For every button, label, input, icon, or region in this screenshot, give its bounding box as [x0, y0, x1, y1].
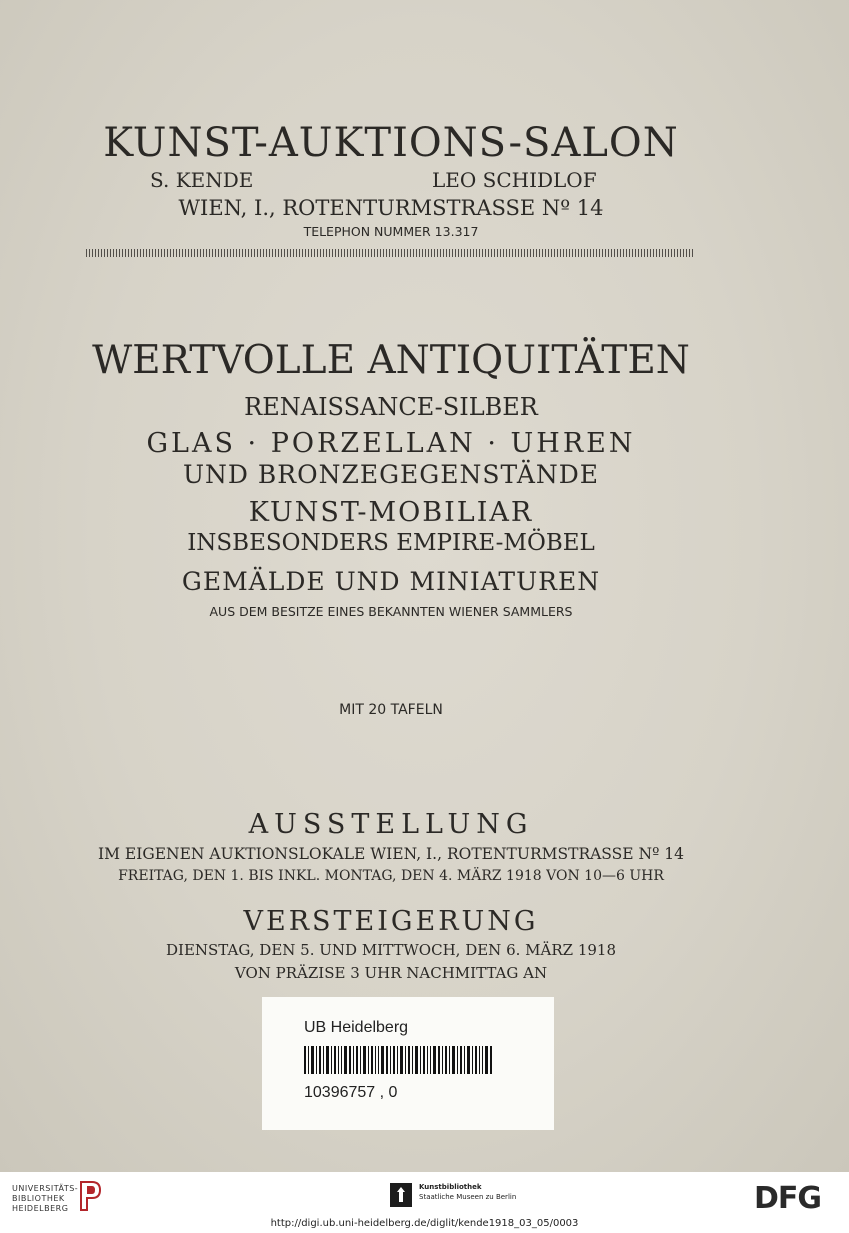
exhibition-place: IM EIGENEN AUKTIONSLOKALE WIEN, I., ROTENTURMSTRASSE Nº 14	[97, 845, 685, 863]
kunstbibliothek-eagle-icon	[390, 1183, 412, 1207]
proprietor-right: LEO SCHIDLOF	[432, 168, 597, 192]
auction-time: VON PRÄZISE 3 UHR NACHMITTAG AN	[234, 964, 548, 982]
dfg-logo: DFG	[754, 1181, 822, 1216]
shelf-number: 10396757 , 0	[304, 1084, 398, 1101]
proprietors-row	[150, 168, 630, 196]
uni-line-3: HEIDELBERG	[12, 1204, 69, 1213]
subtitle-renaissance-silver: RENAISSANCE-SILBER	[244, 393, 538, 421]
kunstbibliothek-text	[419, 1182, 516, 1202]
auction-house-title: KUNST-AUKTIONS-SALON	[103, 120, 679, 166]
subtitle-furniture: KUNST-MOBILIAR	[248, 497, 534, 528]
auction-dates: DIENSTAG, DEN 5. UND MITTWOCH, DEN 6. MÄRZ 1918	[166, 941, 616, 959]
kunstbibliothek-name: Kunstbibliothek	[419, 1183, 482, 1191]
decorative-rule	[86, 249, 695, 257]
digitization-footer	[0, 1172, 849, 1233]
exhibition-dates: FREITAG, DEN 1. BIS INKL. MONTAG, DEN 4. MÄRZ 1918 VON 10—6 UHR	[118, 868, 664, 884]
kunstbibliothek-subtitle: Staatliche Museen zu Berlin	[419, 1193, 517, 1201]
proprietor-left: S. KENDE	[150, 168, 254, 192]
subtitle-bronze: UND BRONZEGEGENSTÄNDE	[182, 460, 600, 489]
telephone: TELEPHON NUMMER 13.317	[303, 224, 479, 239]
exhibition-heading: AUSSTELLUNG	[248, 809, 534, 840]
source-url[interactable]: http://digi.ub.uni-heidelberg.de/diglit/kende1918_03_05/0003	[270, 1218, 579, 1229]
barcode	[304, 1046, 492, 1074]
provenance-note: AUS DEM BESITZE EINES BEKANNTEN WIENER SAMMLERS	[209, 604, 573, 619]
auction-heading: VERSTEIGERUNG	[243, 906, 539, 937]
library-label	[262, 997, 554, 1130]
uni-line-2: BIBLIOTHEK	[12, 1194, 65, 1203]
headline: WERTVOLLE ANTIQUITÄTEN	[92, 338, 690, 383]
library-name: UB Heidelberg	[304, 1019, 409, 1036]
university-library-icon	[78, 1180, 102, 1212]
subtitle-glass-porcelain: GLAS · PORZELLAN · UHREN	[146, 428, 636, 459]
university-library-logo-text	[12, 1184, 78, 1214]
uni-line-1: UNIVERSITÄTS-	[12, 1184, 79, 1193]
plates-note: MIT 20 TAFELN	[339, 702, 443, 718]
address: WIEN, I., ROTENTURMSTRASSE Nº 14	[178, 196, 604, 220]
subtitle-empire: INSBESONDERS EMPIRE-MÖBEL	[187, 530, 595, 556]
subtitle-paintings: GEMÄLDE UND MINIATUREN	[181, 567, 601, 596]
